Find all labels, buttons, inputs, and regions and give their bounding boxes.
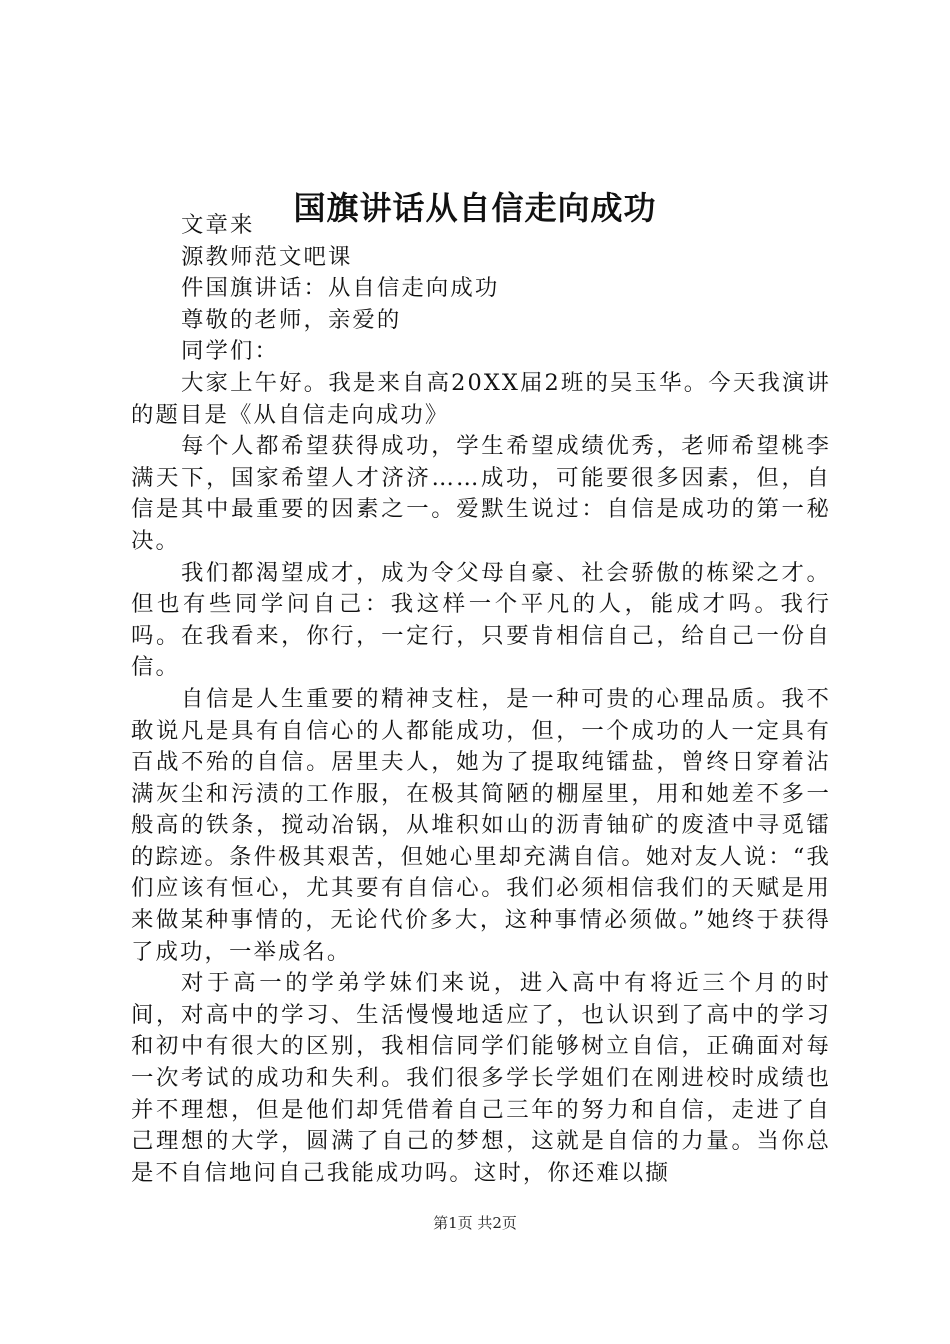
header-line: 件国旗讲话：从自信走向成功 bbox=[181, 275, 500, 302]
paragraph: 对于高一的学弟学妹们来说，进入高中有将近三个月的时间，对高中的学习、生活慢慢地适应了，也认识到了高中的学习和初中有很大的区别，我相信同学们能够树立自信，正确面对每一次考试的成功和失利。我们很多学长学姐们在刚进校时成绩也并不理想，但是他们却凭借着自己三年的努力和自信，走进了自己理想的大学，圆满了自己的梦想，这就是自信的力量。当你总是不自信地问自己我能成功吗。这时，你还难以撷 bbox=[131, 970, 831, 1186]
paragraph: 自信是人生重要的精神支柱，是一种可贵的心理品质。我不敢说凡是具有自信心的人都能成功，但，一个成功的人一定具有百战不殆的自信。居里夫人，她为了提取纯镭盐，曾终日穿着沾满灰尘和污渍的工作服，在极其简陋的棚屋里，用和她差不多一般高的铁条，搅动冶锅，从堆积如山的沥青铀矿的废渣中寻觅镭的踪迹。条件极其艰苦，但她心里却充满自信。她对友人说：“我们应该有恒心，尤其要有自信心。我们必须相信我们的天赋是用来做某种事情的，无论代价多大，这种事情必须做。”她终于获得了成功，一举成名。 bbox=[131, 685, 831, 965]
page-footer: 第1页 共2页 bbox=[433, 1214, 517, 1232]
paragraph: 大家上午好。我是来自高20XX届2班的吴玉华。今天我演讲的题目是《从自信走向成功》 bbox=[131, 369, 831, 428]
paragraph: 每个人都希望获得成功，学生希望成绩优秀，老师希望桃李满天下，国家希望人才济济……成功，可能要很多因素，但，自信是其中最重要的因素之一。爱默生说过：自信是成功的第一秘决。 bbox=[131, 433, 831, 554]
document-body bbox=[131, 210, 831, 1189]
header-line: 同学们： bbox=[181, 338, 279, 365]
header-line: 文章来 bbox=[181, 212, 255, 238]
header-line: 源教师范文吧课 bbox=[181, 243, 353, 270]
document-title: 国旗讲话从自信走向成功 bbox=[293, 189, 657, 227]
paragraph: 我们都渴望成才，成为令父母自豪、社会骄傲的栋梁之才。但也有些同学问自己：我这样一个平凡的人，能成才吗。我行吗。在我看来，你行，一定行，只要肯相信自己，给自己一份自信。 bbox=[131, 559, 831, 681]
header-line: 尊敬的老师，亲爱的 bbox=[181, 306, 402, 333]
